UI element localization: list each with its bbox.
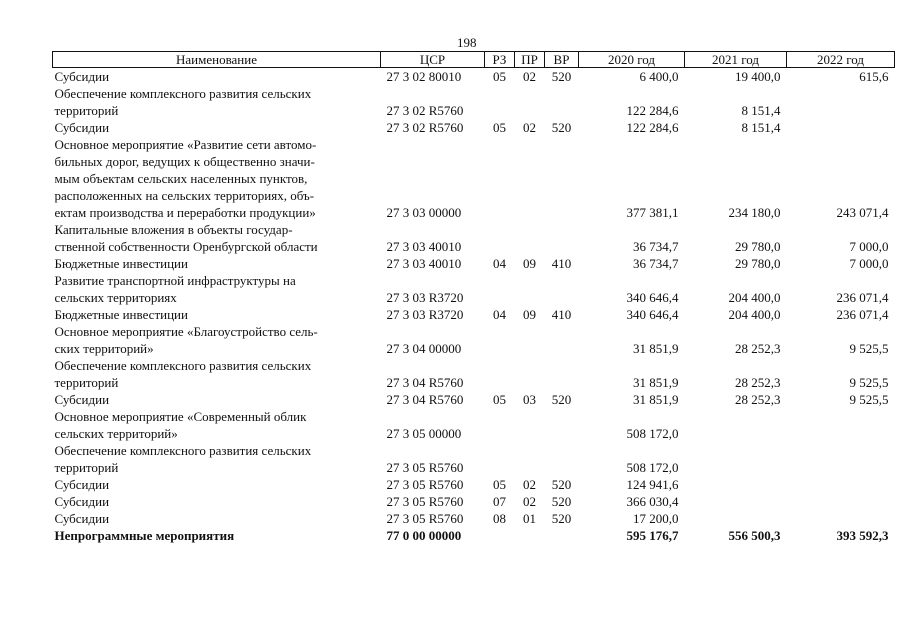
row-vr xyxy=(545,442,579,476)
table-row xyxy=(53,306,895,323)
row-value-2021 xyxy=(685,476,787,493)
row-vr xyxy=(545,221,579,255)
row-csr: 27 3 04 R5760 xyxy=(386,392,464,407)
col-header-2020: 2020 год xyxy=(579,52,685,68)
row-rz: 05 xyxy=(493,477,506,492)
table-row xyxy=(53,493,895,510)
row-vr: 520 xyxy=(551,392,572,407)
row-name: Капитальные вложения в объекты государ- ственной собственности Оренбургской области xyxy=(54,222,318,254)
page-number: 198 xyxy=(457,35,477,50)
row-vr xyxy=(545,85,579,119)
row-value-2020: 595 176,7 xyxy=(626,528,679,543)
row-value-2021: 204 400,0 xyxy=(728,307,781,322)
row-rz xyxy=(485,527,515,544)
row-rz: 05 xyxy=(493,69,506,84)
row-vr: 410 xyxy=(551,307,572,322)
row-value-2020: 377 381,1 xyxy=(626,205,679,220)
row-value-2022: 236 071,4 xyxy=(836,290,889,305)
row-pr xyxy=(515,527,545,544)
row-vr: 520 xyxy=(551,120,572,135)
row-pr: 09 xyxy=(523,307,536,322)
col-header-pr: ПР xyxy=(515,52,545,68)
row-name: Обеспечение комплексного развития сельских территорий xyxy=(54,443,312,475)
table-row xyxy=(53,255,895,272)
row-csr: 27 3 02 80010 xyxy=(386,69,462,84)
row-value-2022 xyxy=(787,85,895,119)
row-csr: 27 3 05 R5760 xyxy=(386,477,464,492)
table-row xyxy=(53,85,895,119)
row-pr xyxy=(515,408,545,442)
row-name: Развитие транспортной инфраструктуры на сельских территориях xyxy=(54,273,296,305)
col-header-name: Наименование xyxy=(53,52,381,68)
row-value-2021: 28 252,3 xyxy=(735,375,781,390)
row-vr xyxy=(545,323,579,357)
col-header-rz: РЗ xyxy=(485,52,515,68)
row-value-2022: 7 000,0 xyxy=(849,239,889,254)
row-rz xyxy=(485,272,515,306)
table-row xyxy=(53,221,895,255)
row-value-2021: 204 400,0 xyxy=(728,290,781,305)
row-rz xyxy=(485,408,515,442)
row-value-2022 xyxy=(787,442,895,476)
row-value-2020: 340 646,4 xyxy=(626,290,679,305)
row-pr xyxy=(515,442,545,476)
row-vr xyxy=(545,357,579,391)
row-name: Основное мероприятие «Современный облик сельских территорий» xyxy=(54,409,307,441)
row-rz: 05 xyxy=(493,120,506,135)
row-value-2022: 243 071,4 xyxy=(836,205,889,220)
row-value-2020: 366 030,4 xyxy=(626,494,679,509)
row-value-2022: 9 525,5 xyxy=(849,375,889,390)
row-csr: 27 3 05 R5760 xyxy=(386,494,464,509)
row-name: Бюджетные инвестиции xyxy=(54,256,188,271)
row-name: Субсидии xyxy=(54,477,110,492)
row-rz: 05 xyxy=(493,392,506,407)
row-rz xyxy=(485,442,515,476)
row-value-2021: 29 780,0 xyxy=(735,256,781,271)
row-value-2022 xyxy=(787,510,895,527)
col-header-vr: ВР xyxy=(545,52,579,68)
row-rz: 04 xyxy=(493,256,506,271)
budget-table xyxy=(52,51,895,544)
row-pr xyxy=(515,357,545,391)
row-vr xyxy=(545,527,579,544)
table-body xyxy=(53,68,895,545)
row-value-2022 xyxy=(787,476,895,493)
row-value-2020: 31 851,9 xyxy=(633,375,679,390)
table-row xyxy=(53,136,895,221)
col-header-2021: 2021 год xyxy=(685,52,787,68)
row-value-2021 xyxy=(685,442,787,476)
row-csr: 77 0 00 00000 xyxy=(386,528,462,543)
row-value-2020: 6 400,0 xyxy=(639,69,679,84)
row-value-2022: 9 525,5 xyxy=(849,392,889,407)
row-name: Основное мероприятие «Развитие сети автомо- бильных дорог, ведущих к общественно значи- мым объектам сельских населенных пунктов, расположенных на сельских территориях, объ- ектам производства и переработки продукции» xyxy=(54,137,317,220)
row-pr xyxy=(515,85,545,119)
row-pr: 03 xyxy=(523,392,536,407)
row-name: Субсидии xyxy=(54,120,110,135)
row-rz: 07 xyxy=(493,494,506,509)
row-vr: 520 xyxy=(551,511,572,526)
row-value-2021: 28 252,3 xyxy=(735,341,781,356)
row-name: Бюджетные инвестиции xyxy=(54,307,188,322)
row-csr: 27 3 04 00000 xyxy=(386,341,462,356)
row-value-2021: 556 500,3 xyxy=(728,528,781,543)
table-row xyxy=(53,527,895,544)
row-value-2020: 36 734,7 xyxy=(633,256,679,271)
row-csr: 27 3 05 R5760 xyxy=(386,511,464,526)
row-name: Субсидии xyxy=(54,494,110,509)
row-name: Непрограммные мероприятия xyxy=(54,528,235,543)
table-row xyxy=(53,442,895,476)
row-value-2020: 508 172,0 xyxy=(626,460,679,475)
row-value-2021: 19 400,0 xyxy=(735,69,781,84)
row-rz xyxy=(485,85,515,119)
row-pr: 02 xyxy=(523,477,536,492)
row-csr: 27 3 03 40010 xyxy=(386,239,462,254)
row-value-2021 xyxy=(685,493,787,510)
row-csr: 27 3 02 R5760 xyxy=(386,103,464,118)
row-vr xyxy=(545,136,579,221)
row-name: Субсидии xyxy=(54,69,110,84)
table-row xyxy=(53,476,895,493)
table-row xyxy=(53,408,895,442)
row-csr: 27 3 04 R5760 xyxy=(386,375,464,390)
row-value-2020: 122 284,6 xyxy=(626,103,679,118)
row-rz xyxy=(485,136,515,221)
row-value-2021: 28 252,3 xyxy=(735,392,781,407)
row-value-2022: 9 525,5 xyxy=(849,341,889,356)
row-name: Субсидии xyxy=(54,511,110,526)
row-value-2020: 36 734,7 xyxy=(633,239,679,254)
table-row xyxy=(53,272,895,306)
row-name: Субсидии xyxy=(54,392,110,407)
table-row xyxy=(53,119,895,136)
row-pr: 09 xyxy=(523,256,536,271)
row-rz xyxy=(485,221,515,255)
row-pr xyxy=(515,136,545,221)
row-value-2022: 7 000,0 xyxy=(849,256,889,271)
row-name: Обеспечение комплексного развития сельских территорий xyxy=(54,86,312,118)
row-pr: 02 xyxy=(523,120,536,135)
row-csr: 27 3 03 40010 xyxy=(386,256,462,271)
row-csr: 27 3 05 R5760 xyxy=(386,460,464,475)
row-vr: 410 xyxy=(551,256,572,271)
row-value-2022 xyxy=(787,119,895,136)
row-value-2022: 236 071,4 xyxy=(836,307,889,322)
row-vr: 520 xyxy=(551,477,572,492)
row-value-2020: 508 172,0 xyxy=(626,426,679,441)
row-value-2020: 31 851,9 xyxy=(633,341,679,356)
col-header-2022: 2022 год xyxy=(787,52,895,68)
row-pr: 01 xyxy=(523,511,536,526)
row-value-2021: 234 180,0 xyxy=(728,205,781,220)
row-value-2021 xyxy=(685,408,787,442)
table-row xyxy=(53,357,895,391)
row-value-2020: 122 284,6 xyxy=(626,120,679,135)
row-csr: 27 3 05 00000 xyxy=(386,426,462,441)
row-pr xyxy=(515,221,545,255)
row-rz xyxy=(485,323,515,357)
table-row xyxy=(53,68,895,86)
row-value-2020: 340 646,4 xyxy=(626,307,679,322)
row-value-2022 xyxy=(787,408,895,442)
row-rz xyxy=(485,357,515,391)
row-value-2022 xyxy=(787,493,895,510)
row-vr: 520 xyxy=(551,69,572,84)
row-value-2020: 124 941,6 xyxy=(626,477,679,492)
table-row xyxy=(53,323,895,357)
row-value-2021: 8 151,4 xyxy=(741,120,781,135)
row-vr: 520 xyxy=(551,494,572,509)
table-header-row xyxy=(53,52,895,68)
row-csr: 27 3 03 00000 xyxy=(386,205,462,220)
row-value-2021 xyxy=(685,510,787,527)
row-pr: 02 xyxy=(523,494,536,509)
row-value-2022: 615,6 xyxy=(859,69,889,84)
row-rz: 04 xyxy=(493,307,506,322)
row-vr xyxy=(545,272,579,306)
row-pr: 02 xyxy=(523,69,536,84)
row-name: Обеспечение комплексного развития сельских территорий xyxy=(54,358,312,390)
col-header-csr: ЦСР xyxy=(381,52,485,68)
table-row xyxy=(53,391,895,408)
row-value-2021: 29 780,0 xyxy=(735,239,781,254)
row-pr xyxy=(515,272,545,306)
row-name: Основное мероприятие «Благоустройство сель- ских территорий» xyxy=(54,324,318,356)
table-row xyxy=(53,510,895,527)
row-csr: 27 3 02 R5760 xyxy=(386,120,464,135)
row-csr: 27 3 03 R3720 xyxy=(386,290,464,305)
row-csr: 27 3 03 R3720 xyxy=(386,307,464,322)
row-rz: 08 xyxy=(493,511,506,526)
row-pr xyxy=(515,323,545,357)
row-value-2020: 17 200,0 xyxy=(633,511,679,526)
row-value-2022: 393 592,3 xyxy=(836,528,889,543)
row-value-2021: 8 151,4 xyxy=(741,103,781,118)
row-value-2020: 31 851,9 xyxy=(633,392,679,407)
row-vr xyxy=(545,408,579,442)
